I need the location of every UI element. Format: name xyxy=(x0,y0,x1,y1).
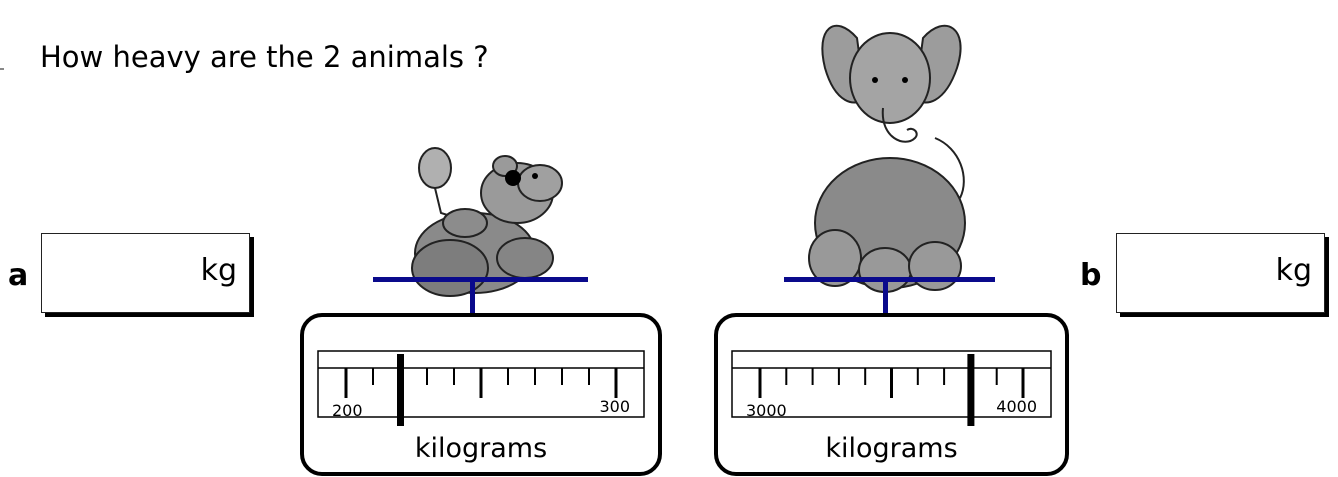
answer-b-letter: b xyxy=(1080,258,1102,293)
scale-a-platform xyxy=(373,277,588,282)
question-text: How heavy are the 2 animals ? xyxy=(40,40,489,74)
page-edge-mark xyxy=(0,68,4,70)
scale-a-unit-label: kilograms xyxy=(414,433,548,464)
scale-b-platform xyxy=(784,277,995,282)
answer-a-letter: a xyxy=(8,258,29,293)
scale-b-max-label: 4000 xyxy=(996,397,1037,416)
scale-a-pointer xyxy=(397,354,404,426)
scale-a-min-label: 200 xyxy=(332,401,363,420)
scale-b-ruler xyxy=(718,317,1065,427)
answer-a-unit: kg xyxy=(200,253,237,288)
scale-a-max-label: 300 xyxy=(599,397,630,416)
answer-a-box[interactable] xyxy=(41,233,250,313)
answer-b-unit: kg xyxy=(1275,253,1312,288)
scale-a-dial xyxy=(300,313,662,476)
answer-b-box[interactable] xyxy=(1116,233,1325,313)
scale-b-stem xyxy=(883,282,888,314)
scale-b-dial xyxy=(714,313,1069,476)
elephant-icon xyxy=(795,8,985,296)
scale-b-unit-label: kilograms xyxy=(825,433,958,464)
scale-a-stem xyxy=(470,282,475,314)
scale-b-pointer xyxy=(967,354,974,426)
scale-a-ruler xyxy=(304,317,658,427)
scale-b-min-label: 3000 xyxy=(746,401,787,420)
